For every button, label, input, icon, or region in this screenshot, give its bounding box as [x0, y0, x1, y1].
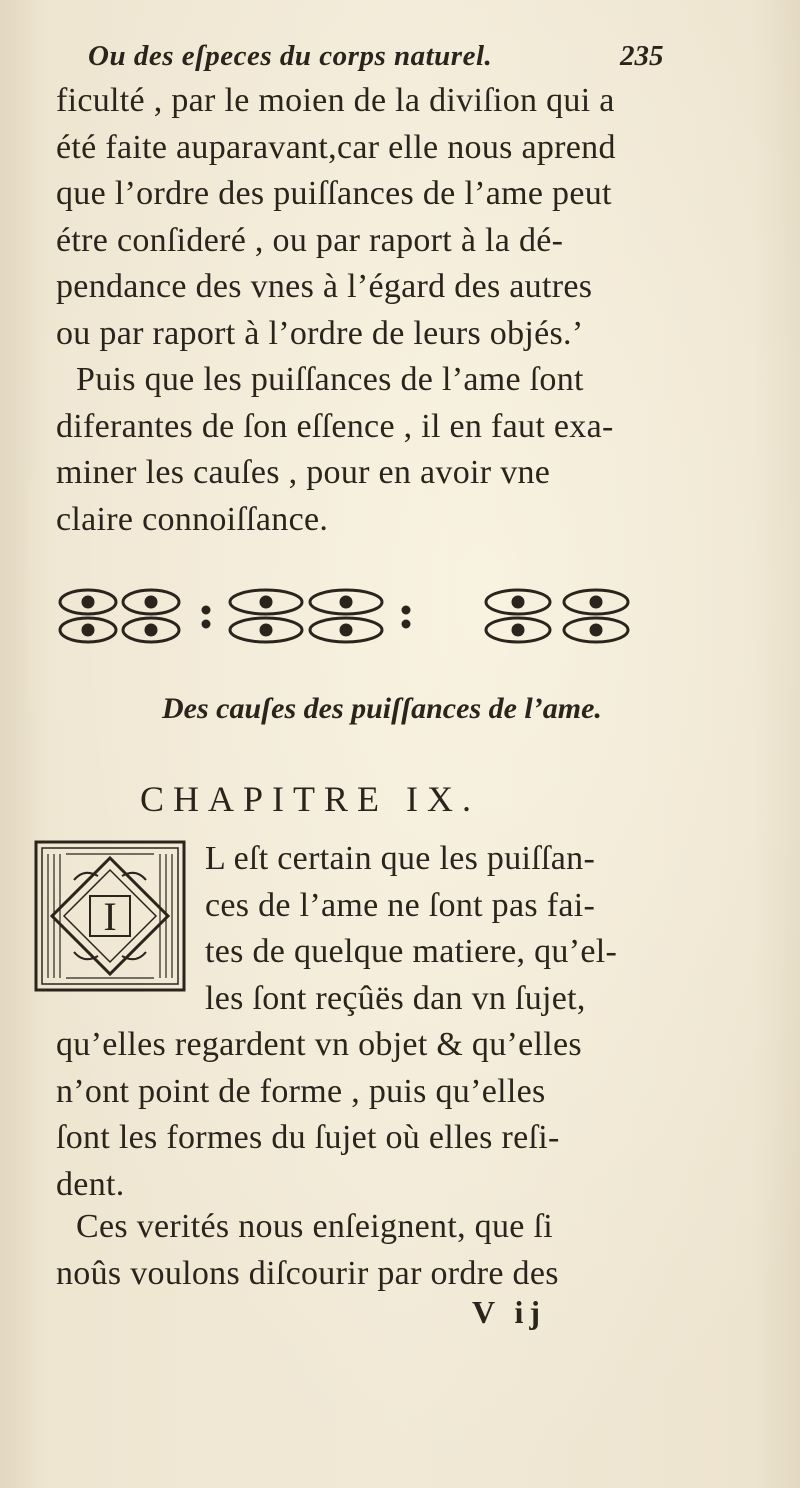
- text-line: claire connoiſſance.: [56, 500, 329, 538]
- ornament-group-center: [203, 590, 409, 642]
- text-line: pendance des vnes à l’égard des autres: [56, 268, 593, 305]
- decorated-initial-letter: [34, 840, 186, 992]
- text-line: diferantes de ſon eſſence , il en faut exa-: [56, 407, 614, 445]
- ornament-group-right: [486, 590, 628, 642]
- paragraph-4: [56, 1204, 696, 1297]
- section-title: Des cauſes des puiſſances de l’ame.: [162, 692, 602, 725]
- ornamental-band: [56, 582, 696, 652]
- initial-letter-glyph: I: [103, 894, 117, 939]
- text-line: L eſt certain que les puiſſan-: [205, 840, 596, 877]
- text-line: miner les cauſes , pour en avoir vne: [56, 454, 551, 491]
- ornament-group-left: [60, 590, 179, 642]
- paragraph-3-beside-initial: [205, 836, 705, 1022]
- text-line: que l’ordre des puiſſances de l’ame peut: [56, 175, 612, 212]
- paragraph-1: [56, 78, 696, 357]
- text-line: les ſont reçûës dan vn ſujet,: [205, 979, 586, 1017]
- text-line: ou par raport à l’ordre de leurs objés.’: [56, 314, 584, 352]
- text-line: Ces verités nous enſeignent, que ſi: [76, 1208, 553, 1245]
- paragraph-3-continued: [56, 1022, 696, 1208]
- page-number: 235: [620, 40, 664, 72]
- chapter-heading: CHAPITRE IX.: [140, 779, 480, 819]
- text-line: n’ont point de forme , puis qu’elles: [56, 1072, 546, 1110]
- text-line: ficulté , par le moien de la diviſion qui a: [56, 82, 615, 119]
- signature-mark: V ij: [472, 1294, 547, 1330]
- text-line: été faite auparavant,car elle nous aprend: [56, 128, 616, 166]
- text-line: dent.: [56, 1165, 125, 1203]
- text-line: noûs voulons diſcourir par ordre des: [56, 1254, 559, 1292]
- text-line: qu’elles regardent vn objet & qu’elles: [56, 1026, 582, 1063]
- text-line: tes de quelque matiere, qu’el-: [205, 933, 618, 970]
- text-line: Puis que les puiſſances de l’ame ſont: [76, 361, 584, 398]
- text-line: étre conſideré , ou par raport à la dé-: [56, 221, 564, 259]
- text-line: ſont les formes du ſujet où elles reſi-: [56, 1119, 560, 1156]
- running-title: Ou des eſpeces du corps naturel.: [88, 40, 493, 72]
- paragraph-2: [56, 357, 696, 543]
- text-line: ces de l’ame ne ſont pas fai-: [205, 886, 596, 924]
